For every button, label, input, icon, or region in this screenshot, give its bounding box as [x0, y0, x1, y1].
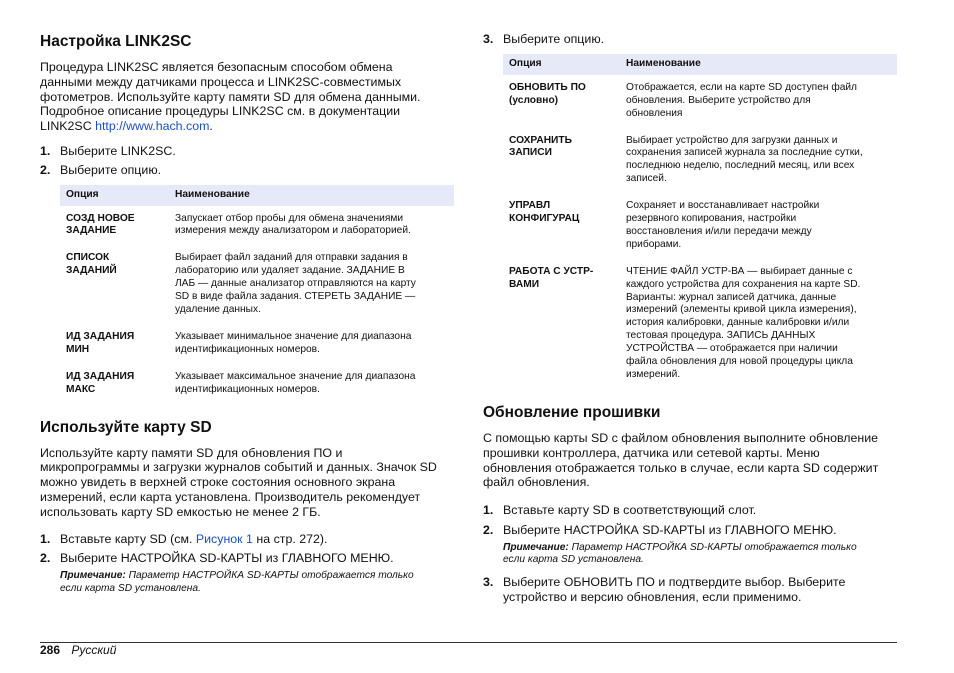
option-cell: СПИСОК ЗАДАНИЙ: [66, 252, 117, 277]
description-cell: Выбирает устройство для загрузки данных и сохранения записей журнала за последние сутки, последнюю неделю, последний месяц, или всех записей.: [626, 134, 863, 185]
page-footer: [40, 643, 116, 657]
link2sc-steps: [40, 144, 454, 178]
table-row: [60, 324, 454, 364]
description-cell: Запускает отбор пробы для обмена значениями измерения между анализатором и лабораторией.: [175, 212, 411, 237]
link2sc-step-3: [483, 32, 897, 47]
step-item: 1. Вставьте карту SD в соответствующий слот.: [483, 503, 757, 518]
link2sc-options-table: [60, 185, 454, 404]
firmware-steps: [483, 503, 897, 538]
option-cell: УПРАВЛ КОНФИГУРАЦ: [509, 200, 580, 225]
sd-card-intro: Используйте карту памяти SD для обновления ПО и микропрограммы и загрузки журналов событий и данных. Значок SD можно увидеть в верхней строке состояния основного экрана измерений, если карта установлена. Производитель рекомендует использовать карту SD емкостью не менее 2 ГБ.: [40, 445, 437, 519]
table-row: [60, 364, 454, 404]
table-header-row: [503, 54, 897, 75]
footer-divider: [40, 642, 897, 643]
step-item: 1. Вставьте карту SD (см. Рисунок 1 на стр. 272).: [40, 531, 328, 546]
step-item: 3. Выберите опцию.: [483, 32, 605, 46]
sd-card-steps: [40, 532, 454, 567]
description-cell: Отображается, если на карте SD доступен файл обновления. Выберите устройство для обновления: [626, 81, 858, 119]
firmware-step-3: [483, 575, 897, 605]
description-cell: Указывает максимальное значение для диапазона идентификационных номеров.: [175, 370, 416, 395]
table-row: [503, 193, 897, 259]
column-header-option: Опция: [503, 54, 620, 75]
step-item: 2. Выберите НАСТРОЙКА SD-КАРТЫ из ГЛАВНОГО МЕНЮ.: [40, 551, 394, 566]
note: Примечание: Параметр НАСТРОЙКА SD-КАРТЫ отображается только если карта SD установлена.: [503, 541, 857, 566]
sd-options-table-wrap: [483, 54, 897, 389]
option-cell: СОХРАНИТЬ ЗАПИСИ: [509, 134, 572, 159]
table-row: [503, 128, 897, 194]
step-item: 2. Выберите НАСТРОЙКА SD-КАРТЫ из ГЛАВНОГО МЕНЮ.: [483, 522, 837, 537]
figure-1-link[interactable]: Рисунок 1: [195, 531, 253, 546]
page-number: 286: [40, 643, 61, 657]
option-cell: ИД ЗАДАНИЯ МАКС: [66, 370, 135, 395]
table-row: [503, 259, 897, 389]
sd-options-table: [503, 54, 897, 389]
step-item: 3. Выберите ОБНОВИТЬ ПО и подтвердите выбор. Выберите устройство и версию обновления, если применимо.: [483, 574, 846, 604]
section-heading-link2sc: Настройка LINK2SC: [40, 33, 192, 50]
option-cell: ОБНОВИТЬ ПО (условно): [509, 81, 586, 106]
hach-website-link[interactable]: http://www.hach.com: [95, 119, 210, 134]
link2sc-options-table-wrap: [40, 185, 454, 404]
description-cell: Выбирает файл заданий для отправки задания в лабораторию или удаляет задание. ЗАДАНИЕ В ЛАБ — данные анализатор отправляются на карту SD в виде файла задания. СТЕРЕТЬ ЗАДАНИЕ — удаление данных.: [175, 252, 416, 316]
column-header-description: Наименование: [169, 185, 454, 206]
table-row: [503, 75, 897, 128]
step-item: 2. Выберите опцию.: [40, 162, 162, 177]
description-cell: Сохраняет и восстанавливает настройки резервного копирования, настройки восстановления и/или передачи между приборами.: [626, 200, 820, 250]
column-header-description: Наименование: [620, 54, 897, 75]
table-header-row: [60, 185, 454, 206]
option-cell: СОЗД НОВОЕ ЗАДАНИЕ: [66, 212, 135, 237]
table-row: [60, 206, 454, 246]
left-column: [40, 32, 454, 595]
section-heading-sd-card: Используйте карту SD: [40, 418, 212, 436]
link2sc-intro: Процедура LINK2SC является безопасным способом обмена данными между датчиками процесса и LINK2SC-совместимых фотометров. Используйте карту памяти SD для обмена данными. Подробное описание процедуры LINK2SC см. в документации LINK2SC http://www.hach.com.: [40, 60, 421, 134]
step-item: 1. Выберите LINK2SC.: [40, 143, 176, 158]
table-row: [60, 245, 454, 324]
column-header-option: Опция: [60, 185, 169, 206]
option-cell: РАБОТА С УСТР- ВАМИ: [509, 265, 594, 290]
description-cell: ЧТЕНИЕ ФАЙЛ УСТР-ВА — выбирает данные с каждого устройства для сохранения на карте SD. Варианты: журнал записей датчика, данные измерений (элементы кривой цикла измерения), история калибровки, данные калибровки и/или тестовая процедура. ЗАПИСЬ ДАННЫХ УСТРОЙСТВА — отображается при наличии файла обновления для новой процедуры цикла измерений.: [626, 265, 861, 381]
right-column: [483, 32, 897, 604]
option-cell: ИД ЗАДАНИЯ МИН: [66, 330, 135, 355]
firmware-intro: С помощью карты SD с файлом обновления выполните обновление прошивки контроллера, датчика или сетевой карты. Меню обновления отображается только в случае, если карта SD содержит файл обновления.: [483, 430, 879, 490]
footer-language: Русский: [71, 643, 117, 657]
note: Примечание: Параметр НАСТРОЙКА SD-КАРТЫ отображается только если карта SD установлена.: [60, 570, 414, 594]
section-heading-firmware-update: Обновление прошивки: [483, 403, 661, 421]
description-cell: Указывает минимальное значение для диапазона идентификационных номеров.: [175, 330, 412, 355]
